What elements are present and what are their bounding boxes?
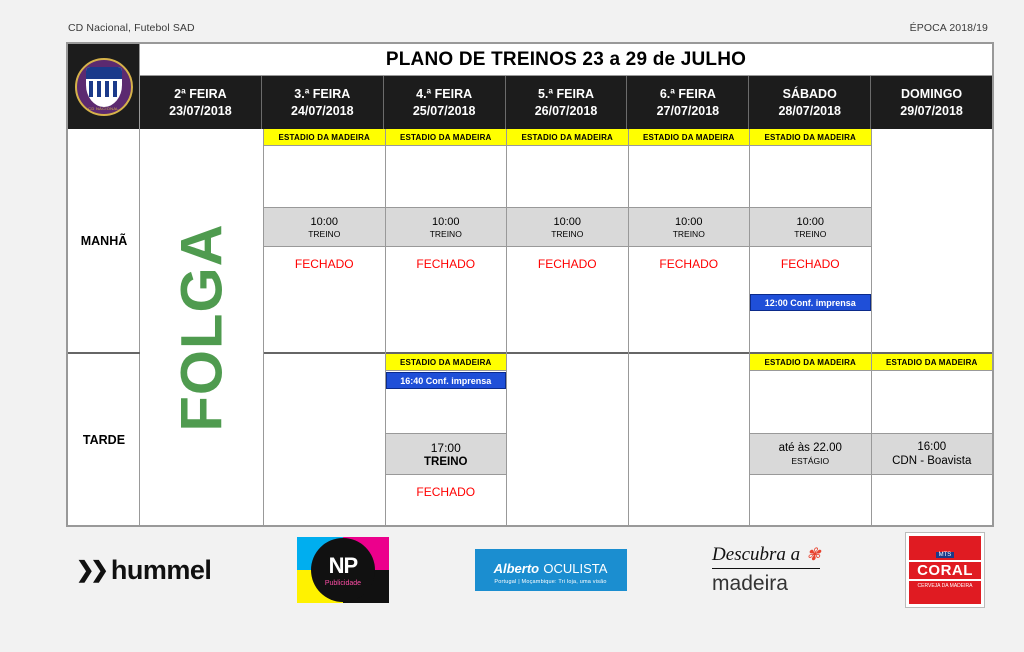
training-activity: TREINO xyxy=(672,228,705,239)
cell-thursday-afternoon xyxy=(507,354,628,525)
venue-banner: ESTADIO DA MADEIRA xyxy=(750,354,871,371)
stage-slot xyxy=(750,433,871,475)
cell-tuesday-morning xyxy=(264,129,385,354)
column-tuesday xyxy=(264,129,386,525)
alberto-wordmark-2: OCULISTA xyxy=(543,560,608,576)
sponsor-madeira-logo xyxy=(712,544,820,596)
crest-cell xyxy=(68,44,140,129)
hummel-chevron-icon: ❯❯ xyxy=(76,557,105,582)
day-date: 27/07/2018 xyxy=(656,104,720,118)
madeira-line-2: madeira xyxy=(712,572,788,595)
cell-sunday-morning xyxy=(872,129,993,354)
madeira-line-1: Descubra a xyxy=(712,544,801,565)
folga-label: FOLGA xyxy=(169,223,235,431)
column-sunday xyxy=(872,129,993,525)
monday-folga-cell xyxy=(140,129,264,525)
coral-tagline: CERVEJA DA MADEIRA xyxy=(917,582,973,589)
stage-time: até às 22.00 xyxy=(778,442,842,454)
day-name: 2ª FEIRA xyxy=(174,87,227,101)
period-label-afternoon: TARDE xyxy=(82,432,126,447)
day-header-row xyxy=(140,76,992,129)
training-activity: TREINO xyxy=(429,228,462,239)
training-activity: TREINO xyxy=(424,455,468,468)
match-fixture: CDN - Boavista xyxy=(892,455,972,467)
closed-label: FECHADO xyxy=(537,257,597,271)
np-tagline: Publicidade xyxy=(324,580,362,587)
schedule-grid xyxy=(264,129,992,525)
training-time: 10:00 xyxy=(796,215,825,228)
crest-ribbon-label: CD NACIONAL xyxy=(88,105,119,111)
column-thursday xyxy=(507,129,629,525)
closed-label: FECHADO xyxy=(416,485,476,499)
alberto-wordmark: Alberto xyxy=(493,560,540,576)
page-title: PLANO DE TREINOS 23 a 29 de JULHO xyxy=(385,48,747,70)
column-friday xyxy=(629,129,751,525)
training-time: 10:00 xyxy=(553,215,582,228)
venue-banner: ESTADIO DA MADEIRA xyxy=(507,129,628,146)
column-saturday xyxy=(750,129,872,525)
day-name: 3.ª FEIRA xyxy=(294,87,351,101)
document-header xyxy=(0,22,1024,38)
day-date: 28/07/2018 xyxy=(778,104,841,118)
training-time: 17:00 xyxy=(430,440,461,455)
day-date: 23/07/2018 xyxy=(169,104,232,118)
cell-wednesday-morning xyxy=(386,129,507,354)
sponsor-np-logo xyxy=(297,537,389,603)
day-header-tuesday xyxy=(262,76,384,129)
training-time: 10:00 xyxy=(310,215,339,228)
period-label-column xyxy=(68,129,140,525)
venue-banner: ESTADIO DA MADEIRA xyxy=(386,354,507,371)
day-name: SÁBADO xyxy=(782,87,837,101)
training-slot xyxy=(386,207,507,247)
coral-top-label: MTS xyxy=(936,552,955,558)
training-slot xyxy=(264,207,385,247)
hummel-wordmark: hummel xyxy=(110,554,212,585)
np-wordmark: NP xyxy=(328,553,358,578)
match-slot xyxy=(872,433,993,475)
match-time: 16:00 xyxy=(917,441,947,453)
training-slot xyxy=(507,207,628,247)
day-name: 6.ª FEIRA xyxy=(659,87,716,101)
cell-saturday-morning xyxy=(750,129,871,354)
training-activity: TREINO xyxy=(308,228,341,239)
closed-label: FECHADO xyxy=(416,257,476,271)
sponsor-bar xyxy=(66,530,994,610)
training-time: 10:00 xyxy=(431,215,460,228)
training-plan-table xyxy=(66,42,994,527)
sponsor-hummel-logo xyxy=(76,555,211,586)
closed-label: FECHADO xyxy=(294,257,354,271)
day-date: 24/07/2018 xyxy=(291,104,354,118)
day-header-friday xyxy=(627,76,749,129)
day-date: 25/07/2018 xyxy=(412,104,476,118)
stage-activity: ESTÁGIO xyxy=(791,456,830,466)
press-conference-banner: 16:40 Conf. imprensa xyxy=(386,372,507,389)
cell-wednesday-afternoon xyxy=(386,354,507,525)
training-activity: TREINO xyxy=(794,228,827,239)
coral-wordmark: CORAL xyxy=(909,560,981,581)
column-wednesday xyxy=(386,129,508,525)
venue-banner: ESTADIO DA MADEIRA xyxy=(629,129,750,146)
day-date: 26/07/2018 xyxy=(534,104,598,118)
club-label: CD Nacional, Futebol SAD xyxy=(68,22,195,34)
cell-saturday-afternoon xyxy=(750,354,871,525)
training-slot xyxy=(629,207,750,247)
day-date: 29/07/2018 xyxy=(900,104,963,118)
training-slot xyxy=(750,207,871,247)
day-name: 5.ª FEIRA xyxy=(537,87,595,101)
day-header-monday xyxy=(140,76,262,129)
training-slot xyxy=(386,433,507,475)
day-name: 4.ª FEIRA xyxy=(416,87,473,101)
day-name: DOMINGO xyxy=(901,87,963,101)
cd-nacional-crest-icon xyxy=(75,58,133,116)
cell-tuesday-afternoon xyxy=(264,354,385,525)
sponsor-alberto-oculista-logo xyxy=(475,549,627,591)
period-label-morning: MANHÃ xyxy=(68,129,140,354)
flower-icon: ✾ xyxy=(806,545,821,564)
day-header-saturday xyxy=(749,76,871,129)
venue-banner: ESTADIO DA MADEIRA xyxy=(386,129,507,146)
cell-friday-afternoon xyxy=(629,354,750,525)
training-time: 10:00 xyxy=(674,215,703,228)
sponsor-coral-logo xyxy=(906,533,984,607)
cell-friday-morning xyxy=(629,129,750,354)
closed-label: FECHADO xyxy=(659,257,719,271)
venue-banner: ESTADIO DA MADEIRA xyxy=(264,129,385,146)
plan-title-row xyxy=(140,44,992,76)
cell-sunday-afternoon xyxy=(872,354,993,525)
venue-banner: ESTADIO DA MADEIRA xyxy=(872,354,993,371)
cell-thursday-morning xyxy=(507,129,628,354)
training-activity: TREINO xyxy=(551,228,584,239)
closed-label: FECHADO xyxy=(780,257,840,271)
alberto-tagline: Portugal | Moçambique: Tri loja, uma visão xyxy=(494,578,607,585)
press-conference-banner: 12:00 Conf. imprensa xyxy=(750,294,871,311)
venue-banner: ESTADIO DA MADEIRA xyxy=(750,129,871,146)
season-label: ÉPOCA 2018/19 xyxy=(909,22,988,34)
day-header-wednesday xyxy=(384,76,506,129)
day-header-thursday xyxy=(506,76,628,129)
day-header-sunday xyxy=(871,76,992,129)
